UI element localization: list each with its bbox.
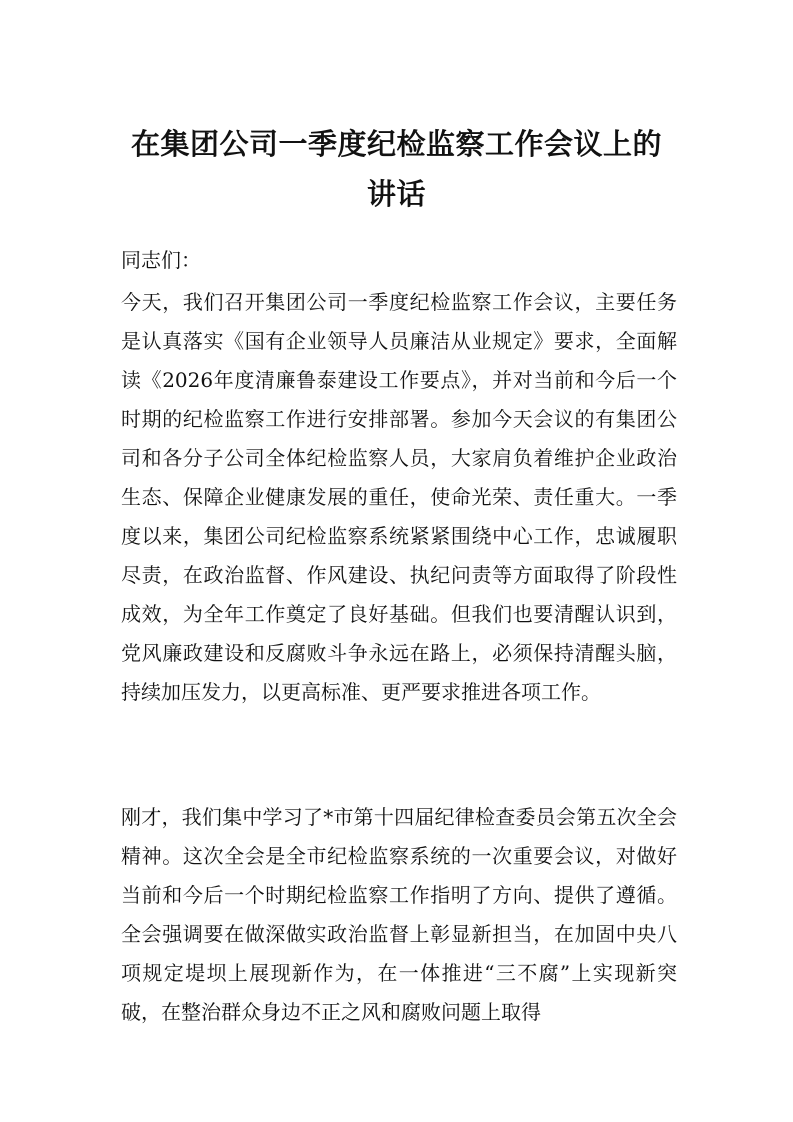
document-title-line-2: 讲话 (366, 177, 426, 211)
paragraph-1: 今天，我们召开集团公司一季度纪检监察工作会议，主要任务是认真落实《国有企业领导人员廉洁从业规定》要求，全面解读《2026年度清廉鲁泰建设工作要点》，并对当前和今后一个时期的纪检监察工作进行安排部署。参加今天会议的有集团公司和各分子公司全体纪检监察人员，大家肩负着维护企业政治生态、保障企业健康发展的重任，使命光荣、责任重大。一季度以来，集团公司纪检监察系统紧紧围绕中心工作，忠诚履职尽责，在政治监督、作风建设、执纪问责等方面取得了阶段性成效，为全年工作奠定了良好基础。但我们也要清醒认识到，党风廉政建设和反腐败斗争永远在路上，必须保持清醒头脑，持续加压发力，以更高标准、更严要求推进各项工作。 (121, 290, 677, 704)
paragraph-2: 刚才，我们集中学习了*市第十四届纪律检查委员会第五次全会精神。这次全会是全市纪检监察系统的一次重要会议，对做好当前和今后一个时期纪检监察工作指明了方向、提供了遵循。全会强调要在做深做实政治监督上彰显新担当，在加固中央八项规定堤坝上展现新作为，在一体推进“三不腐”上实现新突破，在整治群众身边不正之风和腐败问题上取得 (121, 805, 677, 1024)
document-title-line-1: 在集团公司一季度纪检监察工作会议上的 (130, 127, 662, 161)
salutation: 同志们： (121, 248, 201, 272)
